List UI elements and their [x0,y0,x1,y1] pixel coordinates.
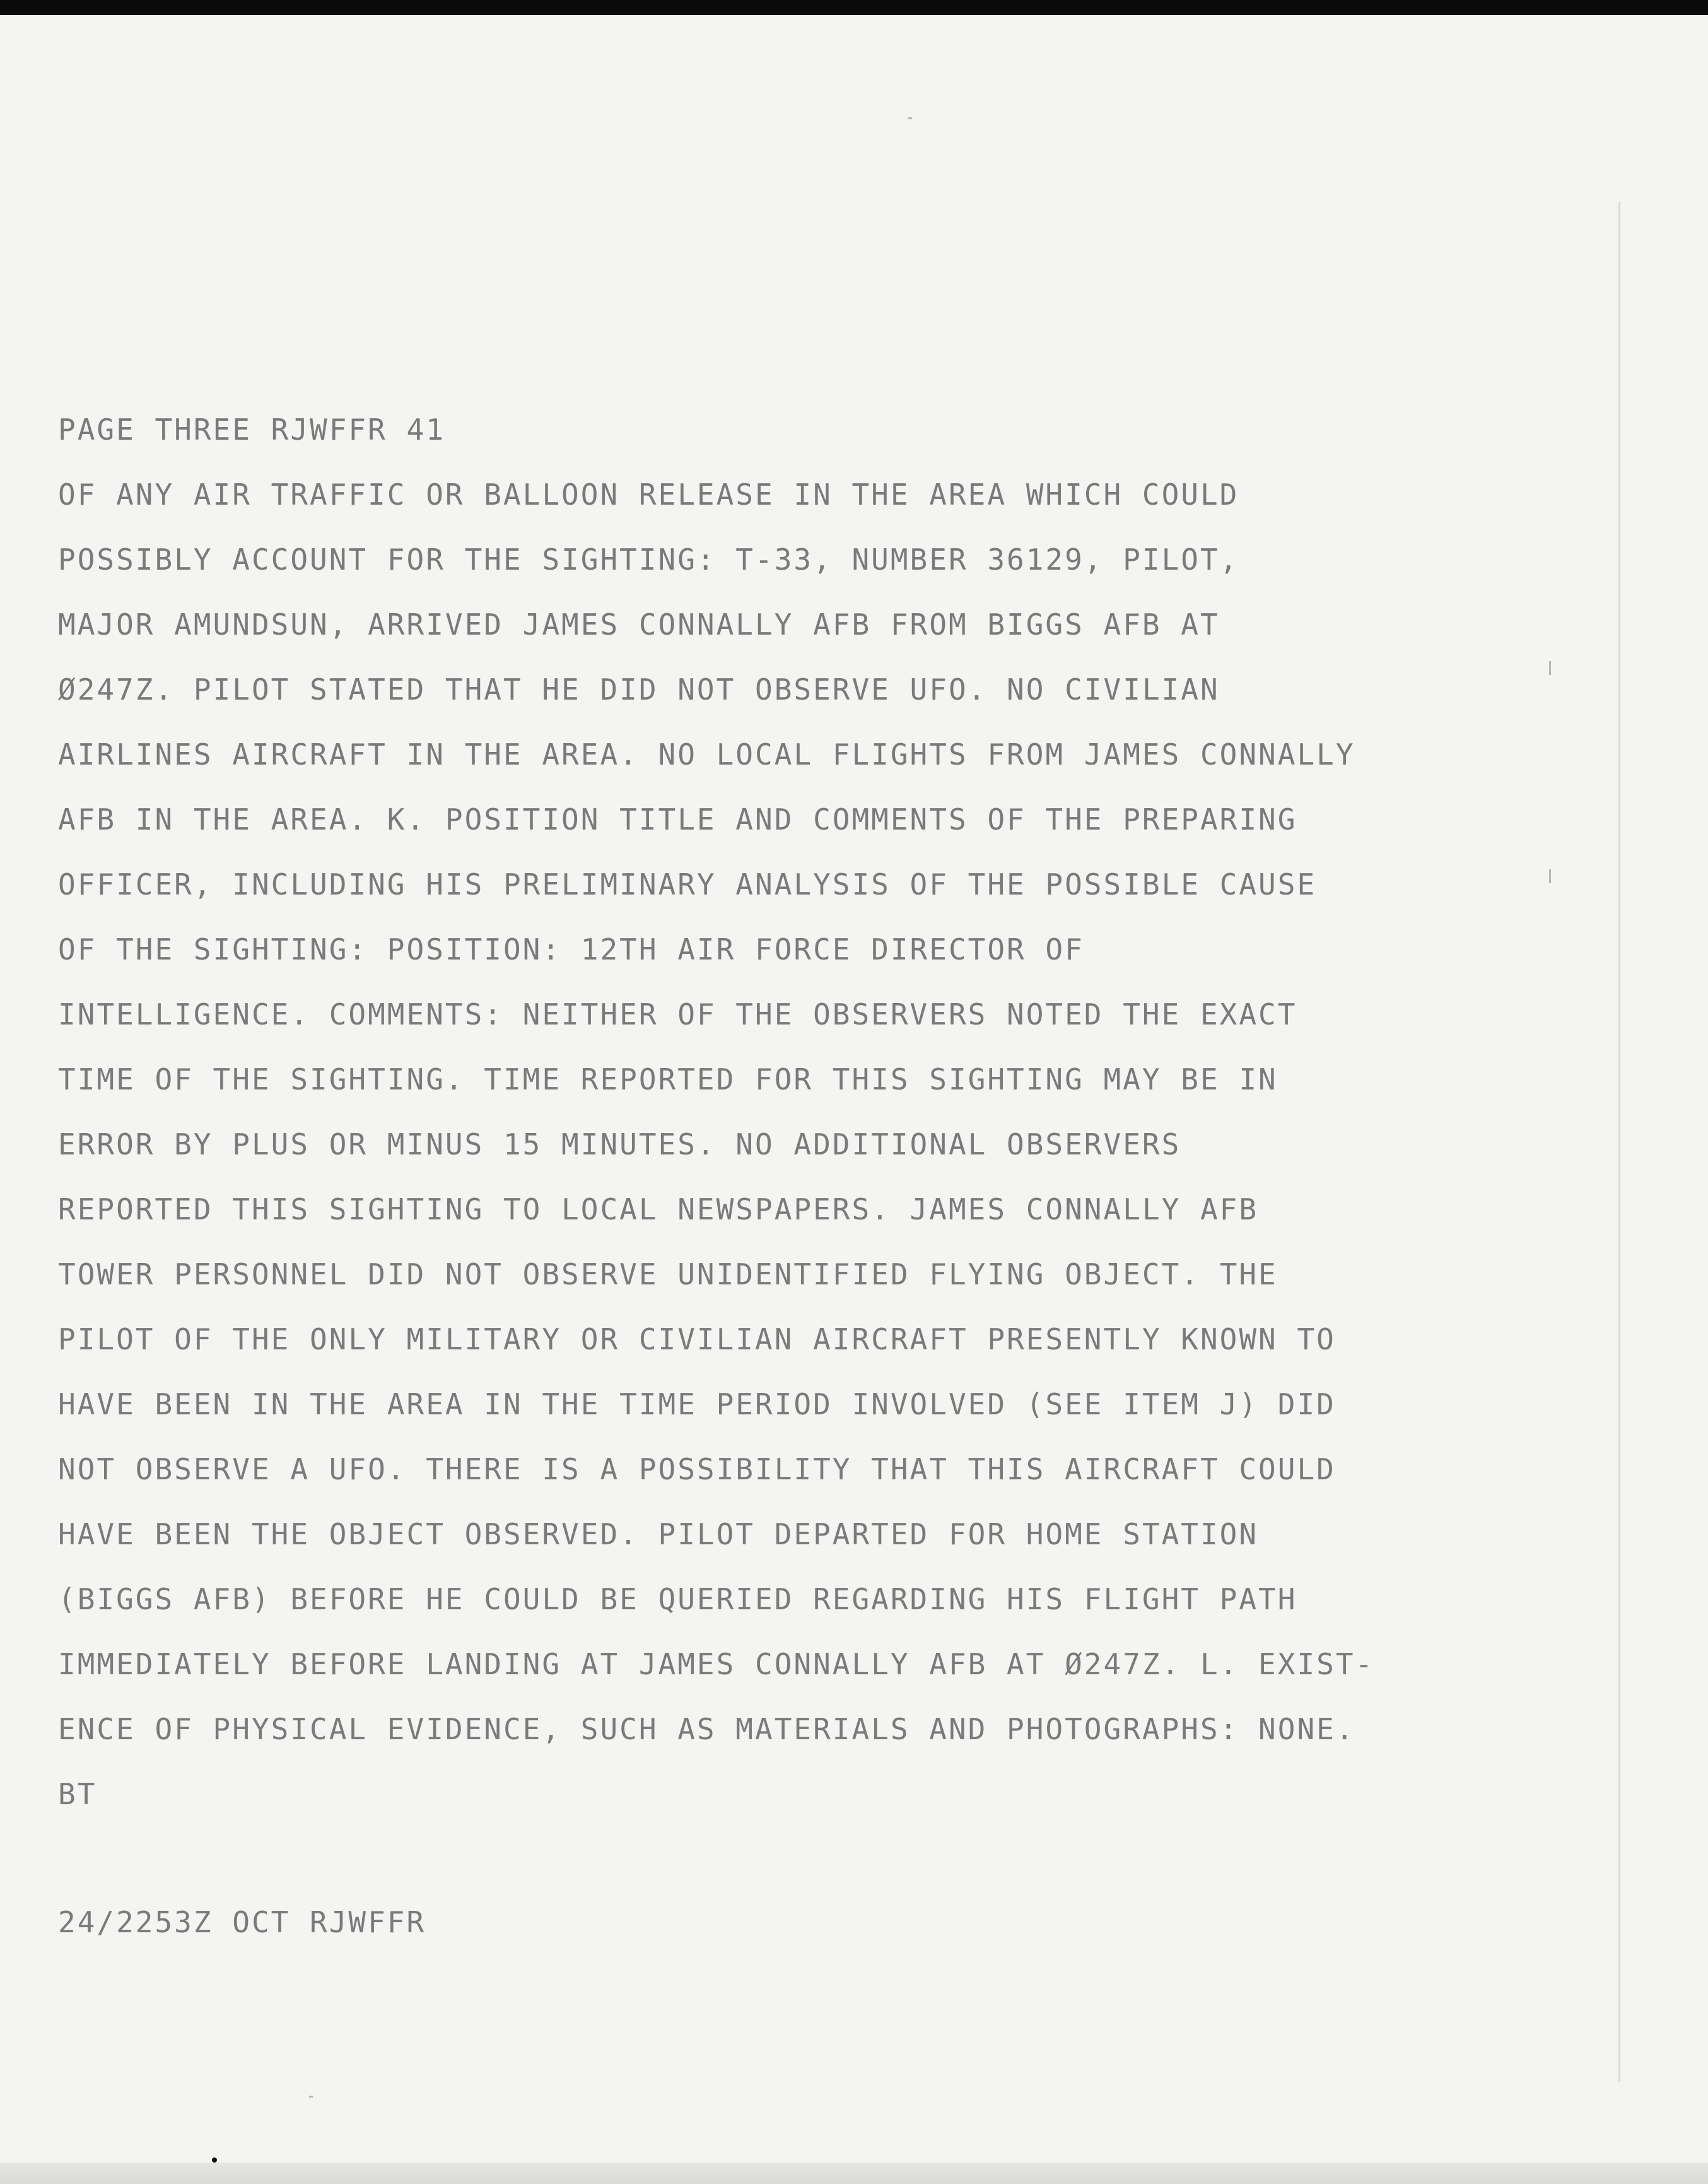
message-line: OF THE SIGHTING: POSITION: 12TH AIR FORCE DIRECTOR OF [58,932,1084,966]
date-time-group-footer: 24/2253Z OCT RJWFFR [58,1905,426,1939]
film-bottom-strip [0,2163,1708,2184]
line-gap [58,1827,1572,1890]
message-line: POSSIBLY ACCOUNT FOR THE SIGHTING: T-33, NUMBER 36129, PILOT, [58,543,1239,577]
message-line: MAJOR AMUNDSUN, ARRIVED JAMES CONNALLY AFB FROM BIGGS AFB AT [58,608,1220,642]
message-header: PAGE THREE RJWFFR 41 [58,413,445,447]
break-marker: BT [58,1777,97,1811]
message-line: ENCE OF PHYSICAL EVIDENCE, SUCH AS MATERIALS AND PHOTOGRAPHS: NONE. [58,1712,1355,1746]
film-speck [212,2158,217,2163]
message-line: INTELLIGENCE. COMMENTS: NEITHER OF THE OBSERVERS NOTED THE EXACT [58,997,1297,1031]
film-top-border [0,0,1708,15]
message-line: (BIGGS AFB) BEFORE HE COULD BE QUERIED REGARDING HIS FLIGHT PATH [58,1582,1297,1616]
message-line: AIRLINES AIRCRAFT IN THE AREA. NO LOCAL FLIGHTS FROM JAMES CONNALLY [58,737,1355,772]
message-line: OF ANY AIR TRAFFIC OR BALLOON RELEASE IN THE AREA WHICH COULD [58,478,1239,512]
message-line: TIME OF THE SIGHTING. TIME REPORTED FOR THIS SIGHTING MAY BE IN [58,1062,1278,1096]
message-line: REPORTED THIS SIGHTING TO LOCAL NEWSPAPERS. JAMES CONNALLY AFB [58,1192,1259,1226]
teletype-message [58,397,1572,1955]
message-line: OFFICER, INCLUDING HIS PRELIMINARY ANALYSIS OF THE POSSIBLE CAUSE [58,867,1317,901]
message-line: PILOT OF THE ONLY MILITARY OR CIVILIAN AIRCRAFT PRESENTLY KNOWN TO [58,1322,1336,1356]
message-line: HAVE BEEN IN THE AREA IN THE TIME PERIOD INVOLVED (SEE ITEM J) DID [58,1387,1336,1421]
message-line: IMMEDIATELY BEFORE LANDING AT JAMES CONNALLY AFB AT Ø247Z. L. EXIST- [58,1647,1375,1681]
film-speck [309,2096,313,2098]
film-speck [908,117,912,119]
message-line: NOT OBSERVE A UFO. THERE IS A POSSIBILITY THAT THIS AIRCRAFT COULD [58,1452,1336,1486]
message-line: ERROR BY PLUS OR MINUS 15 MINUTES. NO ADDITIONAL OBSERVERS [58,1127,1181,1161]
page-edge-shadow [1618,202,1620,2082]
message-line: TOWER PERSONNEL DID NOT OBSERVE UNIDENTIFIED FLYING OBJECT. THE [58,1257,1278,1291]
message-line: HAVE BEEN THE OBJECT OBSERVED. PILOT DEPARTED FOR HOME STATION [58,1517,1259,1551]
message-line: Ø247Z. PILOT STATED THAT HE DID NOT OBSERVE UFO. NO CIVILIAN [58,672,1220,707]
message-line: AFB IN THE AREA. K. POSITION TITLE AND COMMENTS OF THE PREPARING [58,802,1297,837]
